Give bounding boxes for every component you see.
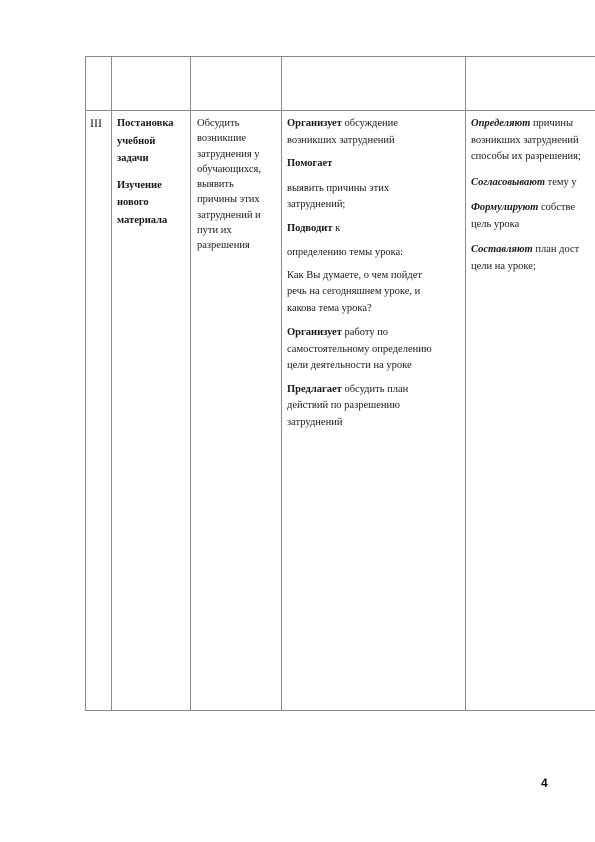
task-line: Обсудить	[197, 118, 240, 129]
student-line: способы их разрешения;	[471, 151, 581, 162]
student-paragraph	[471, 200, 595, 217]
teacher-line: затруднений	[287, 416, 343, 428]
student-line: цели на уроке;	[471, 260, 536, 272]
student-paragraph	[471, 242, 595, 259]
task-line: затруднений и	[197, 209, 261, 221]
student-verb: Составляют	[471, 244, 533, 255]
teacher-verb: Подводит	[287, 222, 333, 234]
teacher-text: работу по	[341, 327, 389, 338]
teacher-verb: Организует	[287, 118, 342, 129]
teacher-text: обсуждение	[341, 118, 398, 129]
teacher-text: к	[332, 222, 341, 234]
student-paragraph	[471, 116, 595, 133]
teacher-verb: Предлагает	[287, 383, 342, 395]
task-line: возникшие	[197, 133, 246, 145]
page-number: 4	[541, 776, 548, 790]
teacher-verb: Организует	[287, 327, 342, 338]
teacher-line: затруднений;	[287, 199, 346, 210]
student-verb: Определяют	[471, 118, 531, 129]
teacher-line: самостоятельному определению	[287, 343, 432, 355]
student-verb: Формулируют	[471, 202, 539, 213]
stage-title-line: Постановка	[117, 118, 174, 129]
student-text: тему у	[545, 176, 577, 188]
row-divider	[85, 110, 595, 111]
teacher-text: обсудить план	[341, 383, 409, 395]
teacher-paragraph	[287, 325, 465, 342]
teacher-line: речь на сегодняшнем уроке, и	[287, 286, 421, 297]
stage-cell	[117, 115, 187, 229]
teacher-line: определению темы урока:	[287, 247, 404, 258]
column-border	[190, 56, 191, 711]
stage-title-line: задачи	[117, 153, 149, 164]
column-border	[281, 56, 282, 711]
teacher-paragraph	[287, 382, 465, 399]
student-activity-cell	[471, 116, 595, 275]
task-line: выявить	[197, 179, 234, 191]
task-line: обучающихся,	[197, 163, 261, 175]
table-top-border	[85, 56, 595, 57]
teacher-paragraph	[287, 116, 465, 133]
stage-subtitle-line: материала	[117, 214, 168, 226]
student-text: причины	[530, 118, 573, 129]
teacher-line: цели деятельности на уроке	[287, 360, 412, 371]
task-line: пути их	[197, 225, 232, 237]
teacher-line: выявить причины этих	[287, 182, 390, 194]
task-cell	[197, 116, 279, 254]
teacher-line: действий по разрешению	[287, 400, 400, 411]
teacher-paragraph	[287, 221, 465, 238]
row-number: III	[90, 116, 102, 130]
task-line: причины этих	[197, 194, 260, 206]
stage-subtitle-line: Изучение	[117, 179, 162, 191]
table-bottom-border	[85, 710, 595, 711]
teacher-line: какова тема урока?	[287, 302, 372, 314]
student-verb: Согласовывают	[471, 176, 546, 188]
column-border	[111, 56, 112, 711]
stage-title-line: учебной	[117, 135, 156, 147]
student-text: план дост	[532, 244, 580, 255]
task-line: разрешения	[197, 240, 250, 252]
stage-subtitle-line: нового	[117, 197, 149, 208]
column-border	[465, 56, 466, 711]
student-text: собстве	[538, 202, 575, 213]
teacher-verb: Помогает	[287, 158, 333, 169]
student-line: цель урока	[471, 218, 520, 230]
student-line: возникших затруднений	[471, 134, 579, 146]
teacher-line: Как Вы думаете, о чем пойдет	[287, 269, 422, 281]
task-line: затруднения у	[197, 148, 260, 160]
student-paragraph	[471, 175, 595, 192]
teacher-activity-cell	[287, 116, 465, 431]
column-border	[85, 56, 86, 711]
teacher-line: возникших затруднений	[287, 134, 395, 146]
